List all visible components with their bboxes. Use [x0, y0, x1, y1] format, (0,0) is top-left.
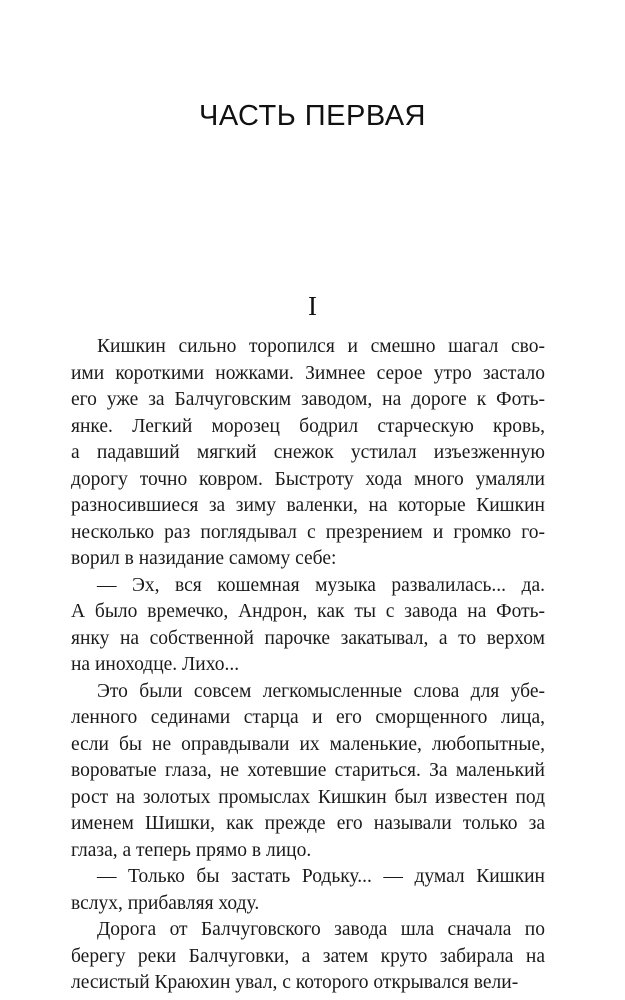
paragraph: [71, 573, 545, 679]
text-line: ворил в назидание самому себе:: [71, 548, 337, 569]
text-line: вороватые глаза, не хотевшие стариться. За маленький: [71, 760, 545, 781]
text-line: на иноходце. Лихо...: [71, 654, 240, 675]
text-line: Это были совсем легкомысленные слова для убе-: [97, 680, 545, 702]
text-line: вслух, прибавляя ходу.: [71, 892, 260, 914]
paragraph: [71, 864, 545, 917]
chapter-number: I: [308, 291, 317, 321]
text-line: Дорога от Балчуговского завода шла сначала по: [97, 919, 545, 940]
text-line: рост на золотых промыслах Кишкин был известен под: [71, 786, 545, 808]
text-line: если бы не оправдывали их маленькие, любопытные,: [71, 733, 545, 755]
text-line: лесистый Краюхин увал, с которого открывался вели-: [71, 972, 519, 993]
text-line: несколько раз поглядывал с презрением и громко го-: [71, 521, 545, 543]
text-line: а падавший мягкий снежок устилал изъезженную: [71, 442, 545, 463]
text-line: дорогу точно ковром. Быстроту хода много умаляли: [71, 468, 545, 490]
text-line: берегу реки Балчуговки, а затем круто забирала на: [71, 945, 545, 967]
text-line: — Только бы застать Родьку... — думал Кишкин: [97, 866, 545, 887]
paragraph: [71, 917, 545, 997]
text-line: А было времечко, Андрон, как ты с завода на Фоть-: [71, 601, 545, 622]
paragraph: [71, 334, 545, 573]
text-line: его уже за Балчуговским заводом, на дороге к Фоть-: [71, 389, 545, 410]
text-line: разносившиеся за зиму валенки, на которые Кишкин: [71, 495, 545, 516]
text-line: Кишкин сильно торопился и смешно шагал сво-: [97, 336, 545, 357]
text-line: глаза, а теперь прямо в лицо.: [71, 839, 312, 861]
text-line: ленного сединами старца и его сморщенного лица,: [71, 707, 545, 728]
text-line: именем Шишки, как прежде его называли только за: [71, 813, 545, 834]
paragraph: [71, 679, 545, 865]
chapter-body: [71, 334, 545, 997]
text-line: янке. Легкий морозец бодрил старческую кровь,: [71, 415, 545, 437]
part-title: ЧАСТЬ ПЕРВАЯ: [198, 100, 426, 132]
text-line: — Эх, вся кошемная музыка развалилась... да.: [97, 574, 545, 596]
text-line: янку на собственной парочке закатывал, а то верхом: [71, 627, 545, 649]
text-line: ими короткими ножками. Зимнее серое утро застало: [71, 362, 545, 384]
